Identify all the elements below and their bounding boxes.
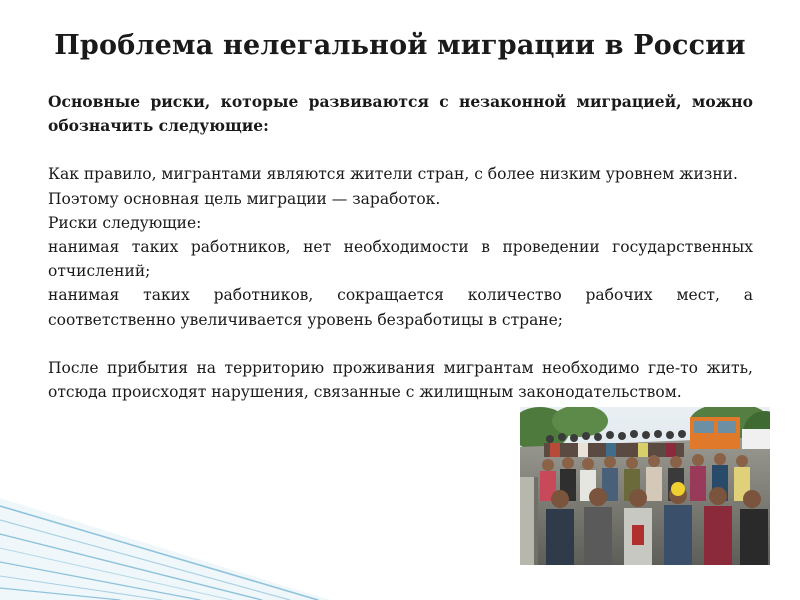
paragraph-4: нанимая таких работников, нет необходимости в проведении государственных отчислений;: [48, 238, 753, 281]
paragraph-1: Как правило, мигрантами являются жители стран, с более низким уровнем жизни.: [48, 165, 738, 184]
paragraph-3: Риски следующие:: [48, 213, 202, 232]
intro-text: Основные риски, которые развиваются с незаконной миграцией, можно обозначить следующие:: [48, 92, 753, 136]
paragraph-5: нанимая таких работников, сокращается количество рабочих мест, а соответственно увеличивается уровень безработицы в стране;: [48, 286, 753, 329]
slide-body: [48, 90, 753, 404]
slide-title: Проблема нелегальной миграции в России: [54, 30, 746, 61]
closing-paragraph: После прибытия на территорию проживания мигрантам необходимо где-то жить, отсюда происходят нарушения, связанные с жилищным законодательством.: [48, 358, 753, 402]
migrants-crowd-photo: [520, 407, 770, 565]
paragraph-2: Поэтому основная цель миграции — заработок.: [48, 189, 441, 208]
